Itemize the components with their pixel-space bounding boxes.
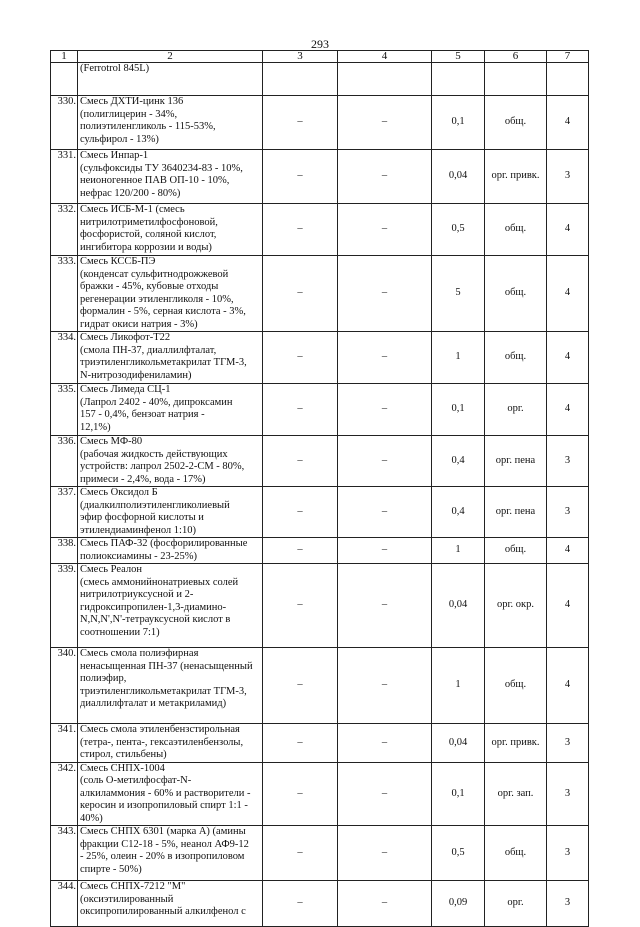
hazard-class: 3 bbox=[547, 881, 589, 927]
row-number: 330. bbox=[51, 96, 78, 150]
hygiene-standards-table bbox=[50, 50, 589, 927]
col4-value: – bbox=[338, 204, 432, 256]
col3-value: – bbox=[263, 724, 338, 763]
table-row bbox=[51, 204, 589, 256]
col3-value: – bbox=[263, 204, 338, 256]
concentration-value: 5 bbox=[432, 256, 485, 332]
table-row bbox=[51, 564, 589, 648]
col4-value bbox=[338, 63, 432, 96]
col4-value: – bbox=[338, 538, 432, 564]
table-row bbox=[51, 63, 589, 96]
concentration-value: 1 bbox=[432, 648, 485, 724]
hazard-class: 4 bbox=[547, 648, 589, 724]
harm-indicator: орг. bbox=[485, 384, 547, 436]
hazard-class: 4 bbox=[547, 332, 589, 384]
concentration-value: 0,1 bbox=[432, 96, 485, 150]
hazard-class: 4 bbox=[547, 256, 589, 332]
substance-name: Смесь СНПХ-7212 "М" (оксиэтилированный оксипропилированный алкилфенол с bbox=[78, 881, 263, 927]
concentration-value: 0,09 bbox=[432, 881, 485, 927]
concentration-value: 0,04 bbox=[432, 150, 485, 204]
row-number: 333. bbox=[51, 256, 78, 332]
table-row bbox=[51, 826, 589, 881]
row-number: 338. bbox=[51, 538, 78, 564]
col4-value: – bbox=[338, 332, 432, 384]
concentration-value: 0,4 bbox=[432, 436, 485, 487]
column-header: 4 bbox=[338, 51, 432, 63]
harm-indicator: орг. пена bbox=[485, 436, 547, 487]
col4-value: – bbox=[338, 256, 432, 332]
table-row bbox=[51, 648, 589, 724]
col4-value: – bbox=[338, 648, 432, 724]
substance-name: Смесь СНПХ-1004 (соль О-метилфосфат-N- алкиламмония - 60% и растворители - керосин и изопропиловый спирт 1:1 - 40%) bbox=[78, 762, 263, 826]
substance-name: Смесь Оксидол Б (диалкилполиэтиленгликолиевый эфир фосфорной кислоты и этилендиаминфенол 1:10) bbox=[78, 487, 263, 538]
harm-indicator: орг. окр. bbox=[485, 564, 547, 648]
hazard-class: 3 bbox=[547, 150, 589, 204]
harm-indicator: общ. bbox=[485, 256, 547, 332]
col3-value: – bbox=[263, 538, 338, 564]
col3-value: – bbox=[263, 384, 338, 436]
col3-value: – bbox=[263, 150, 338, 204]
harm-indicator: орг. привк. bbox=[485, 150, 547, 204]
table-row bbox=[51, 724, 589, 763]
harm-indicator bbox=[485, 63, 547, 96]
substance-name: Смесь Реалон (смесь аммонийнонатриевых солей нитрилотриуксусной и 2- гидроксипропилен-1,3-диамино- N,N,N',N'-тетрауксусной кислот в соотношении 7:1) bbox=[78, 564, 263, 648]
harm-indicator: орг. зап. bbox=[485, 762, 547, 826]
col4-value: – bbox=[338, 436, 432, 487]
harm-indicator: общ. bbox=[485, 826, 547, 881]
hazard-class: 3 bbox=[547, 762, 589, 826]
hazard-class: 3 bbox=[547, 436, 589, 487]
harm-indicator: орг. пена bbox=[485, 487, 547, 538]
row-number: 334. bbox=[51, 332, 78, 384]
column-header: 6 bbox=[485, 51, 547, 63]
col4-value: – bbox=[338, 487, 432, 538]
harm-indicator: общ. bbox=[485, 648, 547, 724]
hazard-class: 4 bbox=[547, 96, 589, 150]
hazard-class: 3 bbox=[547, 826, 589, 881]
hazard-class: 4 bbox=[547, 538, 589, 564]
col3-value: – bbox=[263, 436, 338, 487]
col3-value: – bbox=[263, 256, 338, 332]
harm-indicator: общ. bbox=[485, 96, 547, 150]
row-number: 339. bbox=[51, 564, 78, 648]
column-header: 7 bbox=[547, 51, 589, 63]
substance-name: Смесь смола этиленбензстирольная (тетра-, пента-, гексаэтиленбензолы, стирол, стильбены) bbox=[78, 724, 263, 763]
col3-value: – bbox=[263, 487, 338, 538]
col4-value: – bbox=[338, 150, 432, 204]
substance-name: Смесь ИСБ-М-1 (смесь нитрилотриметилфосфоновой, фосфористой, соляной кислот, ингибитора коррозии и воды) bbox=[78, 204, 263, 256]
concentration-value: 0,4 bbox=[432, 487, 485, 538]
table-row bbox=[51, 96, 589, 150]
hazard-class: 4 bbox=[547, 384, 589, 436]
harm-indicator: орг. bbox=[485, 881, 547, 927]
col3-value: – bbox=[263, 332, 338, 384]
row-number: 335. bbox=[51, 384, 78, 436]
concentration-value: 0,1 bbox=[432, 762, 485, 826]
col4-value: – bbox=[338, 564, 432, 648]
hazard-class: 3 bbox=[547, 487, 589, 538]
col3-value: – bbox=[263, 881, 338, 927]
row-number bbox=[51, 63, 78, 96]
substance-name: Смесь Инпар-1 (сульфоксиды ТУ 3640234-83 - 10%, неионогенное ПАВ ОП-10 - 10%, нефрас 120/200 - 80%) bbox=[78, 150, 263, 204]
substance-name: Смесь Ликофот-Т22 (смола ПН-37, диаллилфталат, триэтиленгликольметакрилат ТГМ-3, N-нитрозодифениламин) bbox=[78, 332, 263, 384]
concentration-value: 0,04 bbox=[432, 724, 485, 763]
substance-name: Смесь КССБ-ПЭ (конденсат сульфитнодрожжевой бражки - 45%, кубовые отходы регенерации этиленгликоля - 10%, формалин - 5%, серная кислота - 3%, гидрат окиси натрия - 3%) bbox=[78, 256, 263, 332]
row-number: 341. bbox=[51, 724, 78, 763]
table-row bbox=[51, 384, 589, 436]
row-number: 340. bbox=[51, 648, 78, 724]
page-number: 293 bbox=[311, 37, 329, 51]
col4-value: – bbox=[338, 384, 432, 436]
row-number: 344. bbox=[51, 881, 78, 927]
table-row bbox=[51, 332, 589, 384]
table-body bbox=[51, 63, 589, 927]
column-header: 5 bbox=[432, 51, 485, 63]
hazard-class: 4 bbox=[547, 564, 589, 648]
table-row bbox=[51, 762, 589, 826]
table-row bbox=[51, 150, 589, 204]
row-number: 332. bbox=[51, 204, 78, 256]
concentration-value: 0,5 bbox=[432, 204, 485, 256]
row-number: 336. bbox=[51, 436, 78, 487]
column-header: 1 bbox=[51, 51, 78, 63]
row-number: 342. bbox=[51, 762, 78, 826]
column-header: 2 bbox=[78, 51, 263, 63]
table-row bbox=[51, 881, 589, 927]
concentration-value bbox=[432, 63, 485, 96]
col3-value: – bbox=[263, 762, 338, 826]
substance-name: Смесь СНПХ 6301 (марка А) (амины фракции С12-18 - 5%, неанол АФ9-12 - 25%, олеин - 20% в изопропиловом спирте - 50%) bbox=[78, 826, 263, 881]
table-row bbox=[51, 538, 589, 564]
column-number-row bbox=[51, 51, 589, 63]
concentration-value: 0,1 bbox=[432, 384, 485, 436]
harm-indicator: общ. bbox=[485, 332, 547, 384]
col4-value: – bbox=[338, 826, 432, 881]
row-number: 343. bbox=[51, 826, 78, 881]
row-number: 331. bbox=[51, 150, 78, 204]
table-row bbox=[51, 256, 589, 332]
hazard-class bbox=[547, 63, 589, 96]
concentration-value: 0,04 bbox=[432, 564, 485, 648]
table-row bbox=[51, 436, 589, 487]
substance-name: Смесь ДХТИ-цинк 136 (полиглицерин - 34%, полиэтиленгликоль - 115-53%, сульфирол - 13%) bbox=[78, 96, 263, 150]
concentration-value: 0,5 bbox=[432, 826, 485, 881]
harm-indicator: общ. bbox=[485, 204, 547, 256]
col3-value: – bbox=[263, 96, 338, 150]
harm-indicator: орг. привк. bbox=[485, 724, 547, 763]
table-row bbox=[51, 487, 589, 538]
col3-value: – bbox=[263, 648, 338, 724]
substance-name: Смесь смола полиэфирная ненасыщенная ПН-37 (ненасыщенный полиэфир, триэтиленгликольметакрилат ТГМ-3, диаллилфталат и метакриламид) bbox=[78, 648, 263, 724]
hazard-class: 4 bbox=[547, 204, 589, 256]
col4-value: – bbox=[338, 881, 432, 927]
col4-value: – bbox=[338, 762, 432, 826]
col3-value bbox=[263, 63, 338, 96]
substance-name: (Ferrotrol 845L) bbox=[78, 63, 263, 96]
col4-value: – bbox=[338, 724, 432, 763]
column-header: 3 bbox=[263, 51, 338, 63]
concentration-value: 1 bbox=[432, 538, 485, 564]
hazard-class: 3 bbox=[547, 724, 589, 763]
substance-name: Смесь МФ-80 (рабочая жидкость действующих устройств: лапрол 2502-2-СМ - 80%, примеси - 2,4%, вода - 17%) bbox=[78, 436, 263, 487]
row-number: 337. bbox=[51, 487, 78, 538]
col4-value: – bbox=[338, 96, 432, 150]
col3-value: – bbox=[263, 564, 338, 648]
concentration-value: 1 bbox=[432, 332, 485, 384]
col3-value: – bbox=[263, 826, 338, 881]
substance-name: Смесь Лимеда СЦ-1 (Лапрол 2402 - 40%, дипроксамин 157 - 0,4%, бензоат натрия - 12,1%) bbox=[78, 384, 263, 436]
harm-indicator: общ. bbox=[485, 538, 547, 564]
substance-name: Смесь ПАФ-32 (фосфорилированные полиоксиамины - 23-25%) bbox=[78, 538, 263, 564]
